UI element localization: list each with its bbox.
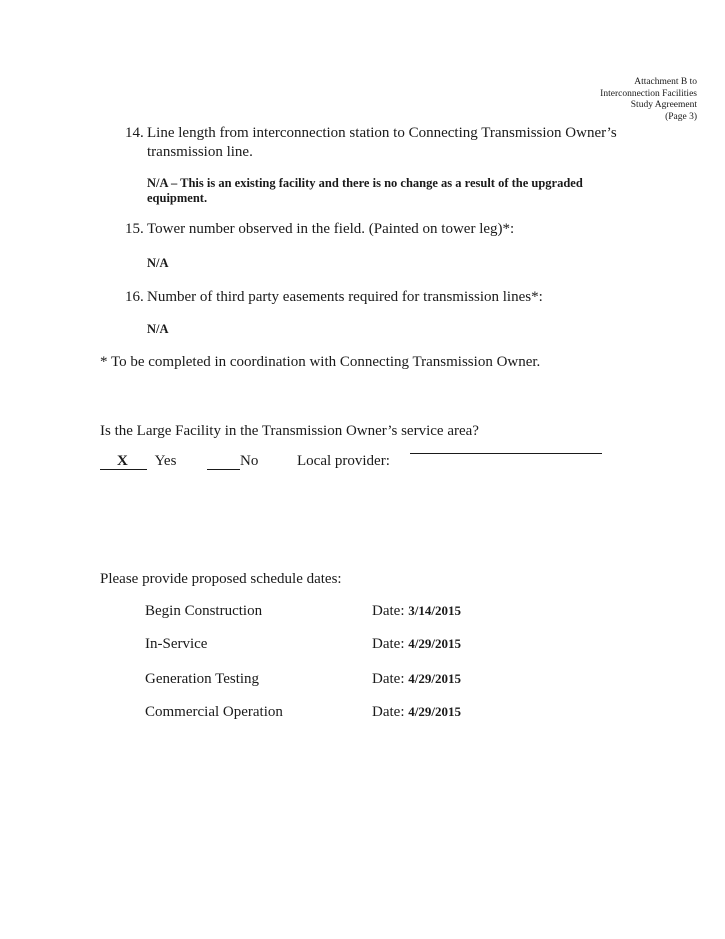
schedule-date [372,603,461,620]
yes-field[interactable] [100,453,176,470]
item-question: Number of third party easements required for transmission lines*: [147,289,543,305]
date-prefix: Date: [372,603,405,619]
item-14 [125,124,617,162]
date-value: 4/29/2015 [408,636,461,651]
yes-blank-before [100,453,112,470]
date-prefix: Date: [372,636,405,652]
no-label: No [240,453,259,469]
schedule-date [372,704,461,721]
date-prefix: Date: [372,671,405,687]
header-line: Attachment B to [634,77,697,87]
item-number: 15. [125,221,144,237]
schedule-date [372,671,461,688]
yes-mark: X [112,453,133,470]
answer-line: N/A – This is an existing facility and there is no change as a result of the upgraded [147,176,583,190]
schedule-title: Please provide proposed schedule dates: [100,571,342,587]
service-area-question: Is the Large Facility in the Transmission Owner’s service area? [100,423,479,439]
schedule-date [372,636,461,653]
header-line: (Page 3) [665,111,697,122]
item-16 [125,288,543,307]
item-15-answer: N/A [147,256,169,270]
provider-label: Local provider: [297,453,390,469]
question-line: transmission line. [147,144,253,160]
schedule-label: In-Service [145,636,208,652]
schedule-row [145,636,545,656]
header-line: Interconnection Facilities [600,88,697,99]
item-question: Tower number observed in the field. (Painted on tower leg)*: [147,221,515,237]
item-14-answer [147,176,667,206]
footnote: * To be completed in coordination with Connecting Transmission Owner. [100,354,541,370]
item-15 [125,220,514,239]
schedule-label: Generation Testing [145,671,260,687]
schedule-row [145,603,545,623]
no-blank [207,453,240,470]
date-value: 3/14/2015 [408,603,461,618]
item-question [147,124,617,162]
date-value: 4/29/2015 [408,704,461,719]
date-value: 4/29/2015 [408,671,461,686]
answer-line: equipment. [147,191,208,205]
no-field[interactable] [207,453,258,470]
item-number: 16. [125,289,144,305]
date-prefix: Date: [372,704,405,720]
yes-blank-after [133,453,147,470]
attachment-header [497,77,697,123]
provider-blank[interactable] [410,453,602,454]
yes-label: Yes [154,453,177,469]
schedule-label: Begin Construction [145,603,263,619]
service-area-answer-row [100,453,620,475]
schedule-label: Commercial Operation [145,704,283,720]
item-number: 14. [125,125,144,141]
question-line: Line length from interconnection station to Connecting Transmission Owner’s [147,125,617,141]
schedule-row [145,704,545,724]
schedule-row [145,671,545,691]
item-16-answer: N/A [147,322,169,336]
header-line: Study Agreement [630,100,697,110]
